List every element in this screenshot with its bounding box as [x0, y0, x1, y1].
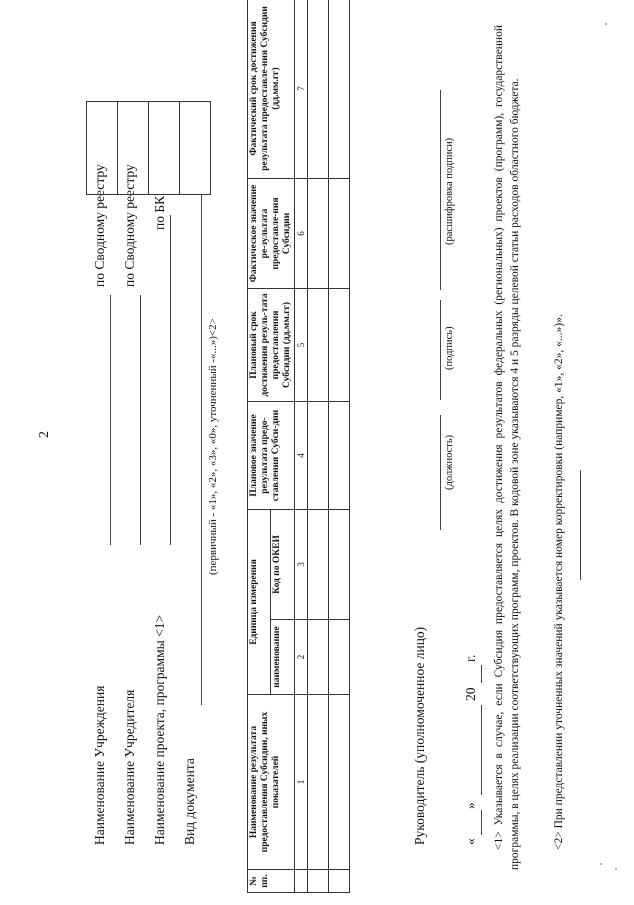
scan-speck: [605, 23, 607, 25]
institution-line: [110, 295, 111, 545]
column-number: 7: [294, 0, 307, 179]
column-number: 2: [294, 620, 307, 695]
column-number: 1: [294, 695, 307, 870]
date-year-suffix: г.: [463, 654, 478, 662]
institution-label: Наименование Учреждения: [92, 685, 107, 845]
founder-label: Наименование Учредителя: [122, 689, 137, 845]
col-fact-value-header: Фактическое значение ре-зультата предоставле-ния Субсидии: [248, 179, 295, 289]
code-box-project: [149, 102, 180, 194]
page-number: 2: [37, 431, 52, 438]
footnote-1: <1> Указывается в случае, если Субсидия предоставляется целях достижения результатов федеральных (региональных) проектов (программ), государственной программы, в целях реализации соответствующих программ, проектов. В кодовой зоне указываются 4 и 5 разряды целевой статьи расходов областного бюджета.: [493, 25, 521, 870]
col-plan-date-header: Плановый срок достижения резуль-тата предоставления Субсидии (дд.мм.гг): [248, 289, 295, 402]
col-number-header: № пп.: [248, 870, 295, 893]
col-plan-value-header: Плановое значение результата предо-ставления Субси-дии: [248, 402, 295, 510]
date-close-quote: »: [463, 802, 478, 809]
doc-type-label: Вид документа: [182, 758, 197, 845]
scan-speck: [600, 863, 602, 865]
founder-line: [140, 295, 141, 545]
footnote-2: <2> При представлении уточненных значений указывается номер корректировки (например, «1», «2», «...»)».: [553, 314, 565, 850]
position-caption: (должность): [444, 434, 455, 490]
position-line: [440, 415, 441, 530]
column-number-row: [294, 0, 307, 893]
date-year-prefix: 20: [463, 687, 478, 701]
doc-type-line: [201, 195, 202, 705]
doc-type-note: (первичный - «1», «2», «3», «0», уточненный -«...»)<2>: [207, 318, 219, 575]
decode-caption: (расшифровка подписи): [444, 137, 455, 245]
founder-code-label: по Сводному реестру: [122, 164, 137, 287]
scan-speck: [615, 868, 617, 870]
col-result-name-header: Наименование результата предоставления Субсидии, иных показателей: [248, 695, 295, 870]
bottom-separator: [580, 470, 581, 580]
results-table: [247, 0, 350, 893]
code-boxes: [86, 101, 211, 195]
column-number: 4: [294, 402, 307, 510]
table-row: [328, 0, 349, 893]
col-unit-name-header: наименование: [271, 620, 294, 695]
project-code-label: по БК: [152, 195, 167, 230]
head-signature-label: Руководитель (уполномоченное лицо): [412, 626, 427, 845]
signature-line: [440, 300, 441, 400]
column-number: 5: [294, 289, 307, 402]
date-open-quote: «: [463, 838, 478, 845]
code-box-institution: [87, 102, 118, 194]
signature-caption: (подпись): [444, 326, 455, 370]
col-fact-date-header: Фактический срок достижения результата предоставле-ния Субсидии (дд.мм.гг): [248, 0, 295, 179]
column-number: 3: [294, 510, 307, 620]
column-number: 6: [294, 179, 307, 289]
decode-line: [440, 90, 441, 290]
column-number: [294, 870, 307, 893]
date-day-line: [481, 810, 482, 835]
col-unit-group-header: Единица измерения: [248, 510, 271, 695]
project-label: Наименование проекта, программы <1>: [152, 614, 167, 845]
code-box-doctype: [180, 102, 210, 194]
date-year-line: [481, 665, 482, 683]
col-unit-okei-header: Код по ОКЕИ: [271, 510, 294, 620]
code-box-founder: [118, 102, 149, 194]
institution-code-label: по Сводному реестру: [92, 164, 107, 287]
project-line: [170, 215, 171, 545]
table-row: [307, 0, 328, 893]
date-month-line: [481, 705, 482, 795]
